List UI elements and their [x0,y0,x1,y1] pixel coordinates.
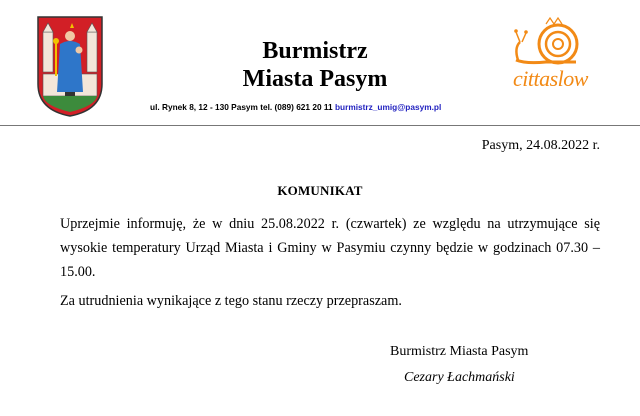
document-date: Pasym, 24.08.2022 r. [481,138,600,153]
header-title-line2: Miasta Pasym [242,66,388,92]
header-title-line1: Burmistrz [262,38,368,64]
paragraph-2: Za utrudnienia wynikające z tego stanu rzeczy przepraszam. [60,293,402,309]
signature-name: Cezary Łachmański [404,370,515,385]
paragraph-1 [60,212,600,284]
signature-title: Burmistrz Miasta Pasym [390,344,529,359]
coat-of-arms-logo [35,14,105,118]
header-divider [0,125,640,126]
address-text: ul. Rynek 8, 12 - 130 Pasym tel. (089) 621 20 11 [150,102,333,112]
header-address [150,102,470,112]
paragraph-1-line-1: Uprzejmie informuję, że w dniu 25.08.2022 r. (czwartek) ze względu na utrzymujące się [60,216,600,232]
paragraph-1-line-2: wysokie temperatury Urząd Miasta i Gminy w Pasymiu czynny będzie w godzinach 07.30 – [60,240,600,256]
cittaslow-logo-text: cittaslow [513,66,588,91]
paragraph-1-line-3: 15.00. [60,264,96,280]
document-heading: KOMUNIKAT [277,183,363,198]
email-link[interactable]: burmistrz_umig@pasym.pl [334,102,442,112]
